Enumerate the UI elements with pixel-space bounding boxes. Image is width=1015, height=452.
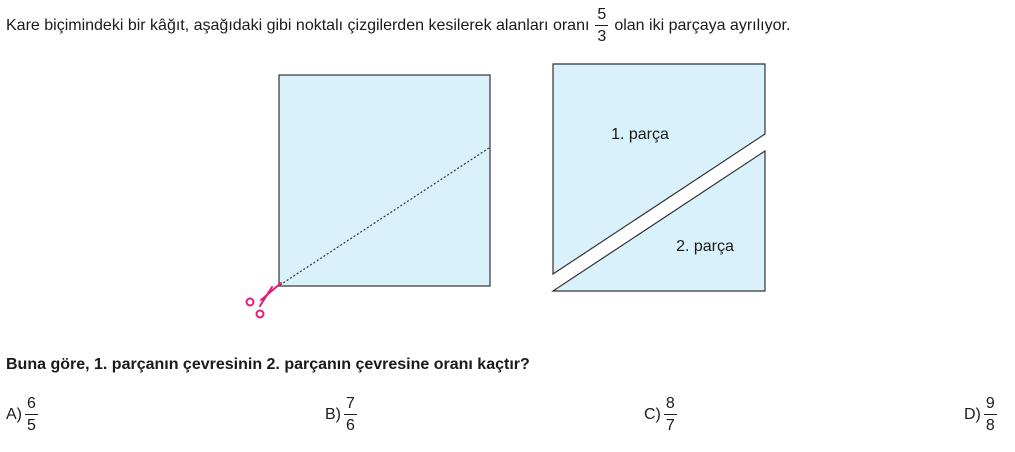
- option-a-fraction: [25, 396, 38, 434]
- option-d-letter: D): [964, 406, 981, 423]
- option-b-numerator: 7: [344, 396, 357, 415]
- option-c[interactable]: [644, 396, 677, 434]
- option-b-letter: B): [325, 406, 341, 423]
- option-a-denominator: 5: [27, 417, 36, 434]
- intro-text-after: olan iki parçaya ayrılıyor.: [614, 17, 791, 34]
- option-d-numerator: 9: [984, 396, 997, 415]
- option-b[interactable]: [325, 396, 357, 434]
- piece-2-label: 2. parça: [676, 238, 734, 255]
- option-d[interactable]: [964, 396, 997, 434]
- option-a-numerator: 6: [25, 396, 38, 415]
- option-c-numerator: 8: [664, 396, 677, 415]
- option-b-denominator: 6: [346, 417, 355, 434]
- question-text: Buna göre, 1. parçanın çevresinin 2. parçanın çevresine oranı kaçtır?: [6, 356, 530, 373]
- option-a-letter: A): [6, 406, 22, 423]
- piece-1-label: 1. parça: [611, 126, 669, 143]
- intro-text-before: Kare biçimindeki bir kâğıt, aşağıdaki gibi noktalı çizgilerden kesilerek alanları oranı: [6, 17, 590, 34]
- area-ratio-denominator: 3: [597, 28, 607, 45]
- option-d-fraction: [984, 396, 997, 434]
- option-d-denominator: 8: [985, 417, 995, 434]
- option-a[interactable]: [6, 396, 38, 434]
- area-ratio-numerator: 5: [595, 7, 608, 26]
- option-c-denominator: 7: [665, 417, 675, 434]
- square-paper: [279, 75, 490, 286]
- option-c-fraction: [664, 396, 677, 434]
- option-c-letter: C): [644, 406, 661, 423]
- scissors-icon: [247, 283, 282, 318]
- option-b-fraction: [344, 396, 357, 434]
